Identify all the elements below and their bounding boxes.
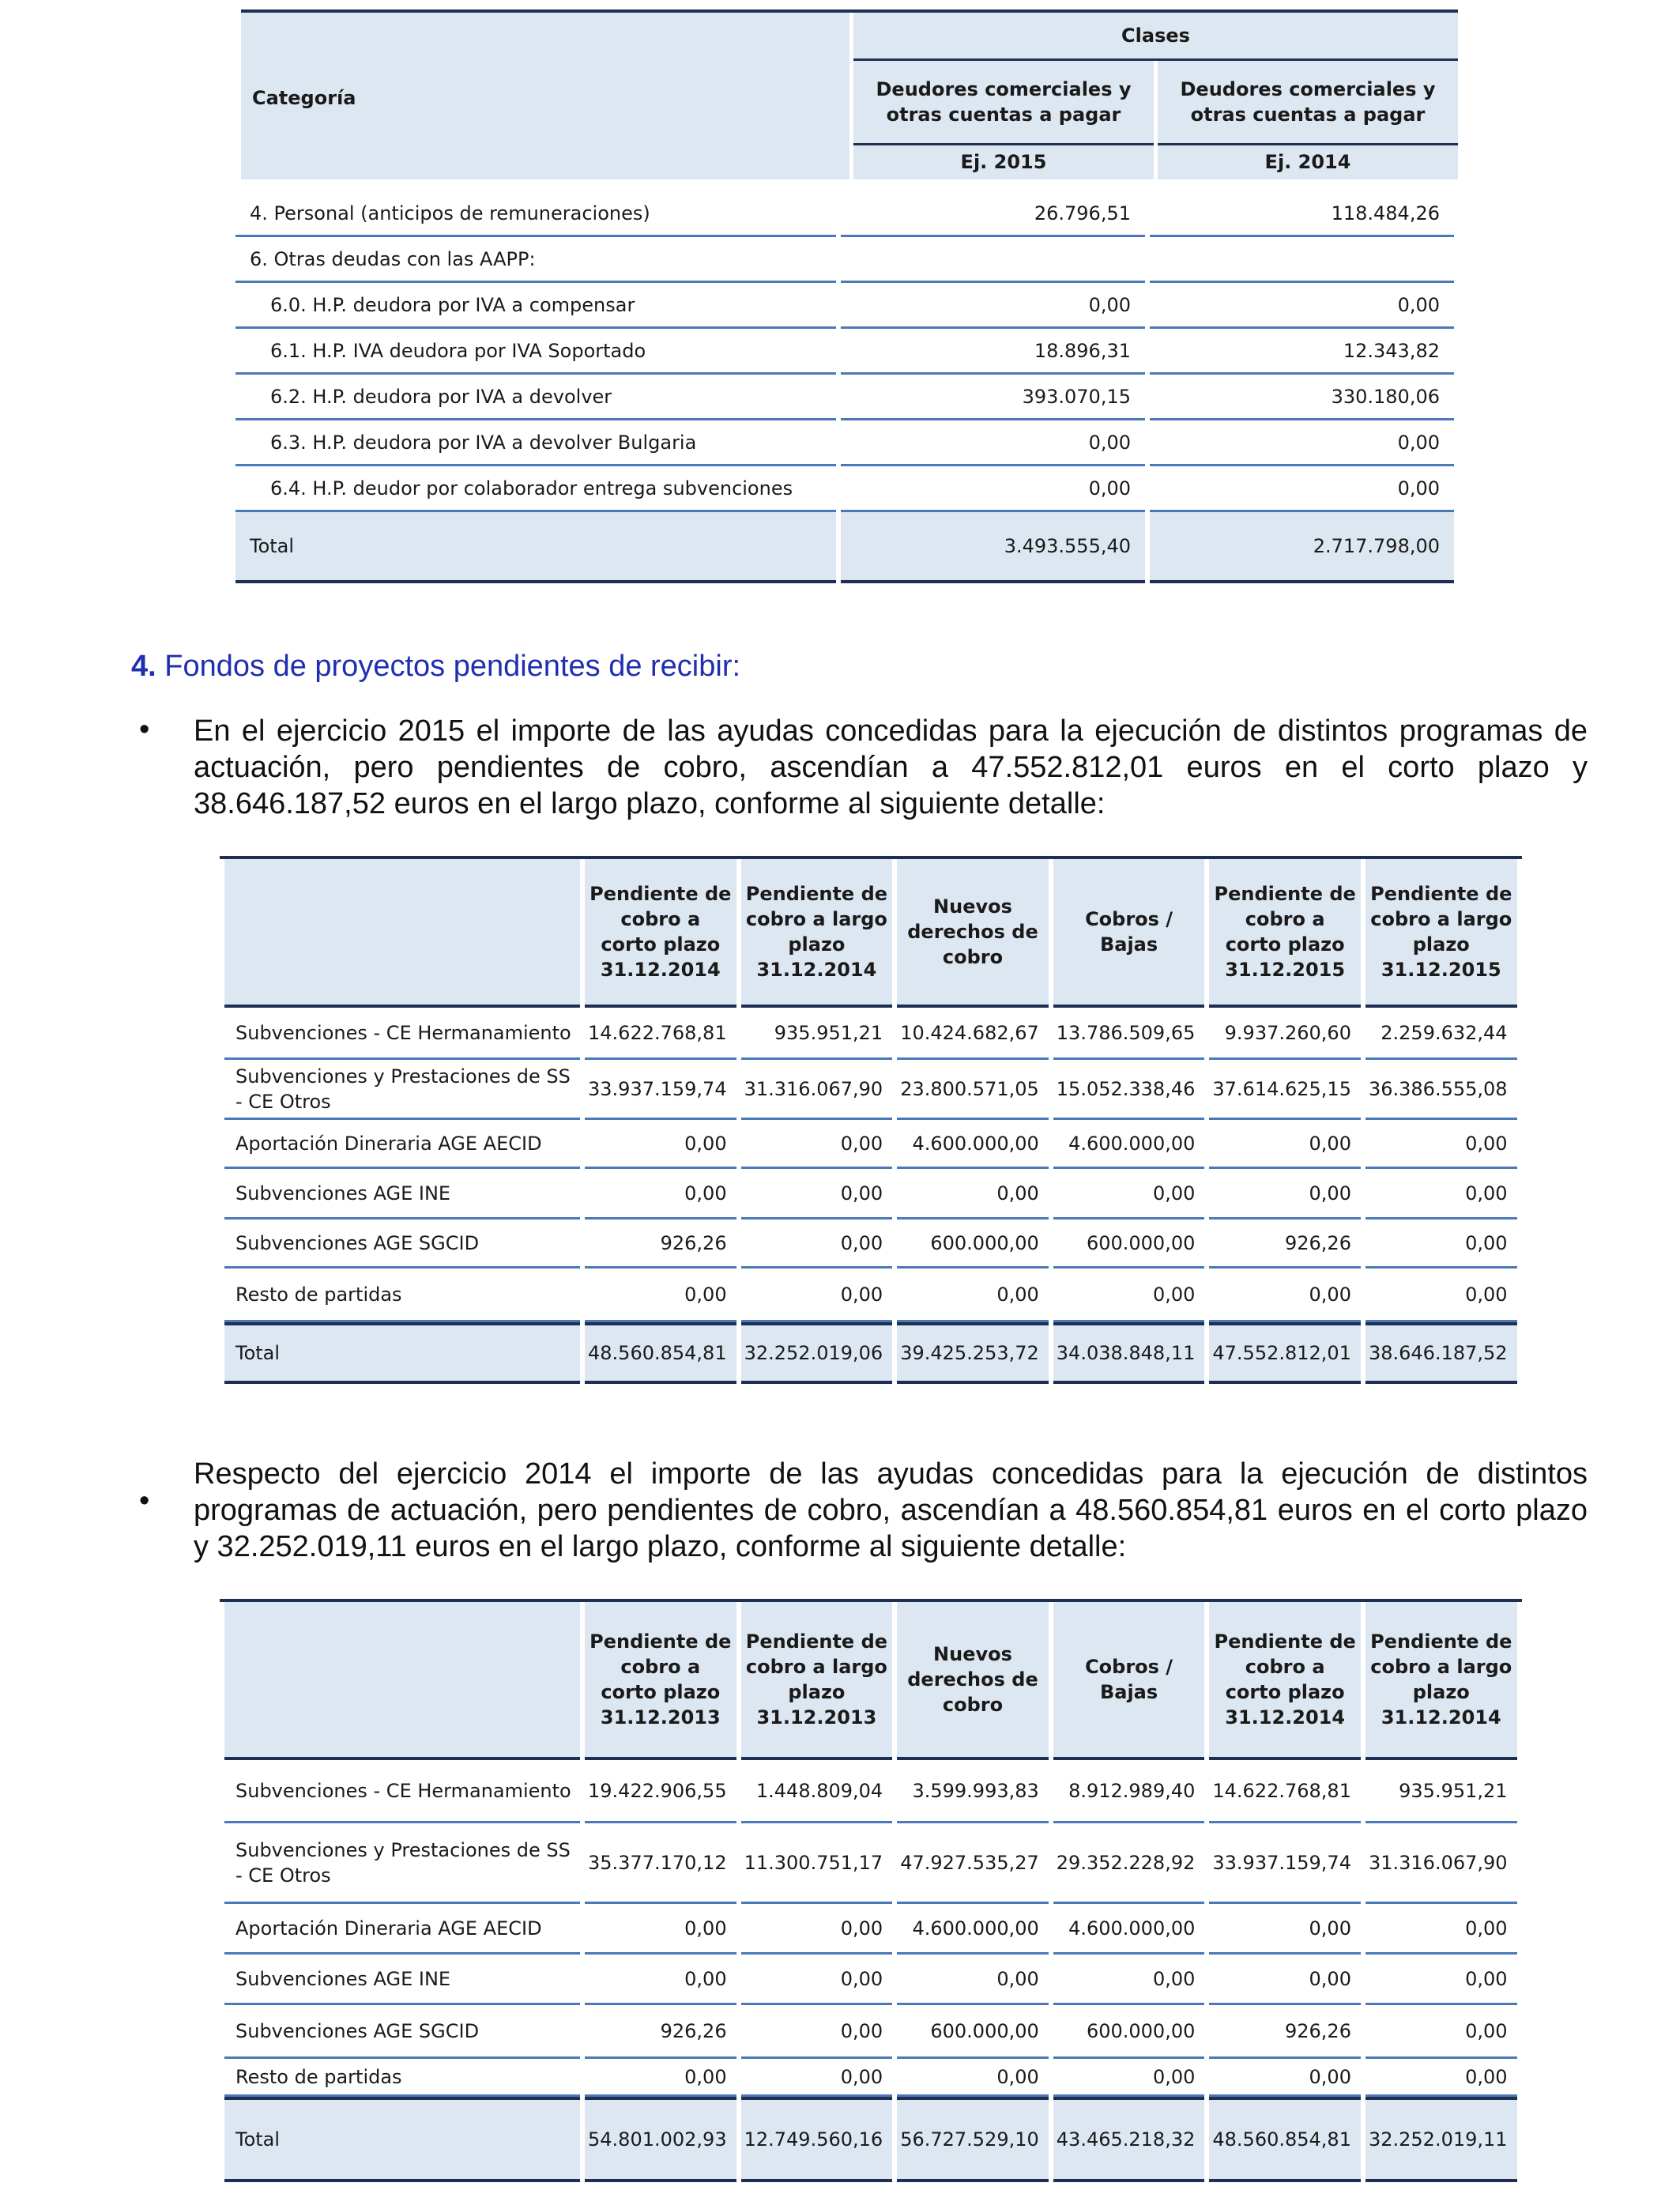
total-value: 48.560.854,81 bbox=[1209, 2097, 1361, 2182]
row-value: 0,00 bbox=[585, 1169, 736, 1220]
bullet-icon: • bbox=[139, 713, 150, 746]
total-value: 48.560.854,81 bbox=[585, 1322, 736, 1384]
row-label: Subvenciones - CE Hermanamiento bbox=[224, 1008, 580, 1060]
total-label: Total bbox=[224, 2097, 580, 2182]
row-label: 6. Otras deudas con las AAPP: bbox=[235, 237, 836, 283]
row-value: 0,00 bbox=[897, 1269, 1049, 1322]
row-value: 4.600.000,00 bbox=[897, 1904, 1049, 1955]
table-row bbox=[224, 1955, 1517, 2005]
total-value: 12.749.560,16 bbox=[741, 2097, 893, 2182]
row-value: 4.600.000,00 bbox=[897, 1120, 1049, 1169]
table1-body bbox=[231, 191, 1459, 583]
row-value: 600.000,00 bbox=[897, 2005, 1049, 2059]
table-row bbox=[224, 2005, 1517, 2059]
column-header: Pendiente de cobro a corto plazo 31.12.2015 bbox=[1209, 859, 1361, 1008]
table1-header-col1: Deudores comerciales y otras cuentas a pagar bbox=[853, 61, 1154, 145]
row-value: 0,00 bbox=[1209, 1904, 1361, 1955]
total-value: 39.425.253,72 bbox=[897, 1322, 1049, 1384]
row-value: 33.937.159,74 bbox=[585, 1060, 736, 1120]
table-row bbox=[224, 1060, 1517, 1120]
row-value: 0,00 bbox=[1209, 1955, 1361, 2005]
paragraph-2014: Respecto del ejercicio 2014 el importe de las ayudas concedidas para la ejecución de distintos programas de actuación, pero pendientes de cobro, ascendían a 48.560.854,81 euros en el corto plazo y 32.252.019,11 euros en el largo plazo, conforme al siguiente detalle: bbox=[194, 1457, 1588, 1563]
row-value: 935.951,21 bbox=[741, 1008, 893, 1060]
row-value-2014: 0,00 bbox=[1150, 283, 1454, 329]
total-value: 34.038.848,11 bbox=[1053, 1322, 1205, 1384]
column-header: Nuevos derechos de cobro bbox=[897, 859, 1049, 1008]
column-header bbox=[224, 859, 580, 1008]
row-value-2014: 330.180,06 bbox=[1150, 375, 1454, 420]
row-value-2014: 12.343,82 bbox=[1150, 329, 1454, 375]
row-label: Aportación Dineraria AGE AECID bbox=[224, 1120, 580, 1169]
table-row bbox=[224, 1269, 1517, 1322]
row-value: 600.000,00 bbox=[1053, 1220, 1205, 1269]
row-value: 926,26 bbox=[585, 2005, 736, 2059]
total-label: Total bbox=[235, 512, 836, 583]
total-value: 38.646.187,52 bbox=[1365, 1322, 1517, 1384]
row-value: 19.422.906,55 bbox=[585, 1760, 736, 1823]
row-value: 0,00 bbox=[1209, 1169, 1361, 1220]
row-label: Resto de partidas bbox=[224, 2059, 580, 2097]
row-value: 0,00 bbox=[1365, 1955, 1517, 2005]
row-label: Subvenciones AGE SGCID bbox=[224, 2005, 580, 2059]
row-value: 0,00 bbox=[897, 1169, 1049, 1220]
total-value: 43.465.218,32 bbox=[1053, 2097, 1205, 2182]
row-label: 4. Personal (anticipos de remuneraciones) bbox=[235, 191, 836, 237]
row-value: 8.912.989,40 bbox=[1053, 1760, 1205, 1823]
row-value: 926,26 bbox=[1209, 2005, 1361, 2059]
total-value: 32.252.019,11 bbox=[1365, 2097, 1517, 2182]
total-value: 54.801.002,93 bbox=[585, 2097, 736, 2182]
row-value: 926,26 bbox=[585, 1220, 736, 1269]
table-2014 bbox=[220, 1599, 1522, 2182]
row-label: 6.4. H.P. deudor por colaborador entrega subvenciones bbox=[235, 466, 836, 512]
row-value: 33.937.159,74 bbox=[1209, 1823, 1361, 1904]
row-value-2014: 118.484,26 bbox=[1150, 191, 1454, 237]
row-value: 10.424.682,67 bbox=[897, 1008, 1049, 1060]
table-row bbox=[224, 1169, 1517, 1220]
row-value: 600.000,00 bbox=[1053, 2005, 1205, 2059]
row-value: 2.259.632,44 bbox=[1365, 1008, 1517, 1060]
column-header: Pendiente de cobro a corto plazo 31.12.2013 bbox=[585, 1602, 736, 1760]
table-total-row bbox=[224, 2097, 1517, 2182]
section-number: 4. bbox=[131, 650, 156, 683]
row-value-2015: 26.796,51 bbox=[841, 191, 1145, 237]
row-label: Subvenciones AGE INE bbox=[224, 1169, 580, 1220]
row-value: 0,00 bbox=[741, 1120, 893, 1169]
paragraph-2015: En el ejercicio 2015 el importe de las ayudas concedidas para la ejecución de distintos programas de actuación, pero pendientes de cobro, ascendían a 47.552.812,01 euros en el corto plazo y 38.646.187,52 euros en el largo plazo, conforme al siguiente detalle: bbox=[194, 714, 1588, 820]
total-value-2015: 3.493.555,40 bbox=[841, 512, 1145, 583]
row-value: 935.951,21 bbox=[1365, 1760, 1517, 1823]
row-label: Subvenciones AGE INE bbox=[224, 1955, 580, 2005]
row-value-2015: 0,00 bbox=[841, 466, 1145, 512]
table-row bbox=[235, 420, 1454, 466]
row-value: 9.937.260,60 bbox=[1209, 1008, 1361, 1060]
row-value: 47.927.535,27 bbox=[897, 1823, 1049, 1904]
row-value: 0,00 bbox=[1209, 2059, 1361, 2097]
row-value-2014 bbox=[1150, 237, 1454, 283]
row-value: 0,00 bbox=[1053, 1955, 1205, 2005]
table-row bbox=[235, 329, 1454, 375]
row-value: 14.622.768,81 bbox=[585, 1008, 736, 1060]
row-value: 4.600.000,00 bbox=[1053, 1904, 1205, 1955]
row-value: 0,00 bbox=[1365, 2005, 1517, 2059]
column-header: Pendiente de cobro a corto plazo 31.12.2014 bbox=[1209, 1602, 1361, 1760]
row-label: Subvenciones y Prestaciones de SS - CE Otros bbox=[224, 1060, 580, 1120]
row-label: Subvenciones AGE SGCID bbox=[224, 1220, 580, 1269]
table-row bbox=[224, 1904, 1517, 1955]
table-row bbox=[224, 1823, 1517, 1904]
row-label: 6.2. H.P. deudora por IVA a devolver bbox=[235, 375, 836, 420]
table-total-row bbox=[224, 1322, 1517, 1384]
row-value: 0,00 bbox=[1053, 2059, 1205, 2097]
table1-header bbox=[241, 9, 1458, 179]
section-heading bbox=[131, 650, 740, 684]
row-value: 0,00 bbox=[1053, 1269, 1205, 1322]
total-value: 47.552.812,01 bbox=[1209, 1322, 1361, 1384]
row-value: 36.386.555,08 bbox=[1365, 1060, 1517, 1120]
row-value: 37.614.625,15 bbox=[1209, 1060, 1361, 1120]
row-label: Resto de partidas bbox=[224, 1269, 580, 1322]
table1-header-clases: Clases bbox=[853, 13, 1458, 61]
row-value: 0,00 bbox=[1365, 1269, 1517, 1322]
total-value: 32.252.019,06 bbox=[741, 1322, 893, 1384]
row-value: 0,00 bbox=[585, 1269, 736, 1322]
column-header: Pendiente de cobro a largo plazo 31.12.2014 bbox=[1365, 1602, 1517, 1760]
row-value: 0,00 bbox=[741, 2005, 893, 2059]
table1-header-col2: Deudores comerciales y otras cuentas a pagar bbox=[1158, 61, 1458, 145]
row-value: 0,00 bbox=[741, 1955, 893, 2005]
column-header: Pendiente de cobro a largo plazo 31.12.2014 bbox=[741, 859, 893, 1008]
table-row bbox=[224, 1008, 1517, 1060]
row-value: 13.786.509,65 bbox=[1053, 1008, 1205, 1060]
table-row bbox=[224, 1760, 1517, 1823]
row-value: 0,00 bbox=[897, 1955, 1049, 2005]
column-header: Pendiente de cobro a corto plazo 31.12.2014 bbox=[585, 859, 736, 1008]
row-value: 15.052.338,46 bbox=[1053, 1060, 1205, 1120]
column-header bbox=[224, 1602, 580, 1760]
table-row bbox=[235, 283, 1454, 329]
section-title: Fondos de proyectos pendientes de recibir: bbox=[164, 650, 741, 683]
row-value: 14.622.768,81 bbox=[1209, 1760, 1361, 1823]
row-value: 3.599.993,83 bbox=[897, 1760, 1049, 1823]
row-value: 0,00 bbox=[1053, 1169, 1205, 1220]
row-value-2014: 0,00 bbox=[1150, 420, 1454, 466]
table1-header-year2: Ej. 2014 bbox=[1158, 145, 1458, 179]
row-label: Subvenciones y Prestaciones de SS - CE Otros bbox=[224, 1823, 580, 1904]
row-value: 0,00 bbox=[585, 1904, 736, 1955]
row-value: 0,00 bbox=[585, 1955, 736, 2005]
row-value: 0,00 bbox=[897, 2059, 1049, 2097]
table-row bbox=[235, 237, 1454, 283]
row-label: 6.3. H.P. deudora por IVA a devolver Bulgaria bbox=[235, 420, 836, 466]
row-value: 0,00 bbox=[1365, 1120, 1517, 1169]
column-header: Pendiente de cobro a largo plazo 31.12.2015 bbox=[1365, 859, 1517, 1008]
table1-header-year1: Ej. 2015 bbox=[853, 145, 1154, 179]
column-header: Pendiente de cobro a largo plazo 31.12.2013 bbox=[741, 1602, 893, 1760]
table1-header-category-cell bbox=[241, 13, 849, 179]
row-label: 6.0. H.P. deudora por IVA a compensar bbox=[235, 283, 836, 329]
row-value: 0,00 bbox=[741, 2059, 893, 2097]
row-value: 1.448.809,04 bbox=[741, 1760, 893, 1823]
row-value: 0,00 bbox=[1365, 2059, 1517, 2097]
row-value: 0,00 bbox=[741, 1220, 893, 1269]
row-value-2015: 0,00 bbox=[841, 283, 1145, 329]
table1-header-category: Categoría bbox=[252, 87, 356, 109]
row-value: 0,00 bbox=[741, 1269, 893, 1322]
row-value: 31.316.067,90 bbox=[741, 1060, 893, 1120]
row-value: 0,00 bbox=[1365, 1220, 1517, 1269]
row-value: 0,00 bbox=[1209, 1120, 1361, 1169]
row-value-2015 bbox=[841, 237, 1145, 283]
row-value: 0,00 bbox=[1209, 1269, 1361, 1322]
row-value: 31.316.067,90 bbox=[1365, 1823, 1517, 1904]
row-value: 11.300.751,17 bbox=[741, 1823, 893, 1904]
total-label: Total bbox=[224, 1322, 580, 1384]
row-value: 0,00 bbox=[1365, 1169, 1517, 1220]
row-value: 0,00 bbox=[741, 1169, 893, 1220]
row-value: 29.352.228,92 bbox=[1053, 1823, 1205, 1904]
row-value: 0,00 bbox=[585, 1120, 736, 1169]
row-value-2015: 0,00 bbox=[841, 420, 1145, 466]
table-row bbox=[224, 1120, 1517, 1169]
table-row bbox=[224, 2059, 1517, 2097]
column-header: Cobros / Bajas bbox=[1053, 859, 1205, 1008]
row-value: 926,26 bbox=[1209, 1220, 1361, 1269]
row-value-2015: 18.896,31 bbox=[841, 329, 1145, 375]
row-label: Aportación Dineraria AGE AECID bbox=[224, 1904, 580, 1955]
row-value: 35.377.170,12 bbox=[585, 1823, 736, 1904]
table-row bbox=[235, 375, 1454, 420]
bullet-icon: • bbox=[139, 1484, 150, 1517]
row-value: 0,00 bbox=[741, 1904, 893, 1955]
total-value-2014: 2.717.798,00 bbox=[1150, 512, 1454, 583]
table-total-row bbox=[235, 512, 1454, 583]
row-label: Subvenciones - CE Hermanamiento bbox=[224, 1760, 580, 1823]
column-header: Nuevos derechos de cobro bbox=[897, 1602, 1049, 1760]
row-value: 0,00 bbox=[1365, 1904, 1517, 1955]
row-label: 6.1. H.P. IVA deudora por IVA Soportado bbox=[235, 329, 836, 375]
table-2015 bbox=[220, 856, 1522, 1384]
total-value: 56.727.529,10 bbox=[897, 2097, 1049, 2182]
row-value: 600.000,00 bbox=[897, 1220, 1049, 1269]
table-row bbox=[235, 191, 1454, 237]
table-row bbox=[235, 466, 1454, 512]
row-value: 23.800.571,05 bbox=[897, 1060, 1049, 1120]
table-row bbox=[224, 1220, 1517, 1269]
row-value-2014: 0,00 bbox=[1150, 466, 1454, 512]
column-header: Cobros / Bajas bbox=[1053, 1602, 1205, 1760]
row-value-2015: 393.070,15 bbox=[841, 375, 1145, 420]
row-value: 0,00 bbox=[585, 2059, 736, 2097]
row-value: 4.600.000,00 bbox=[1053, 1120, 1205, 1169]
